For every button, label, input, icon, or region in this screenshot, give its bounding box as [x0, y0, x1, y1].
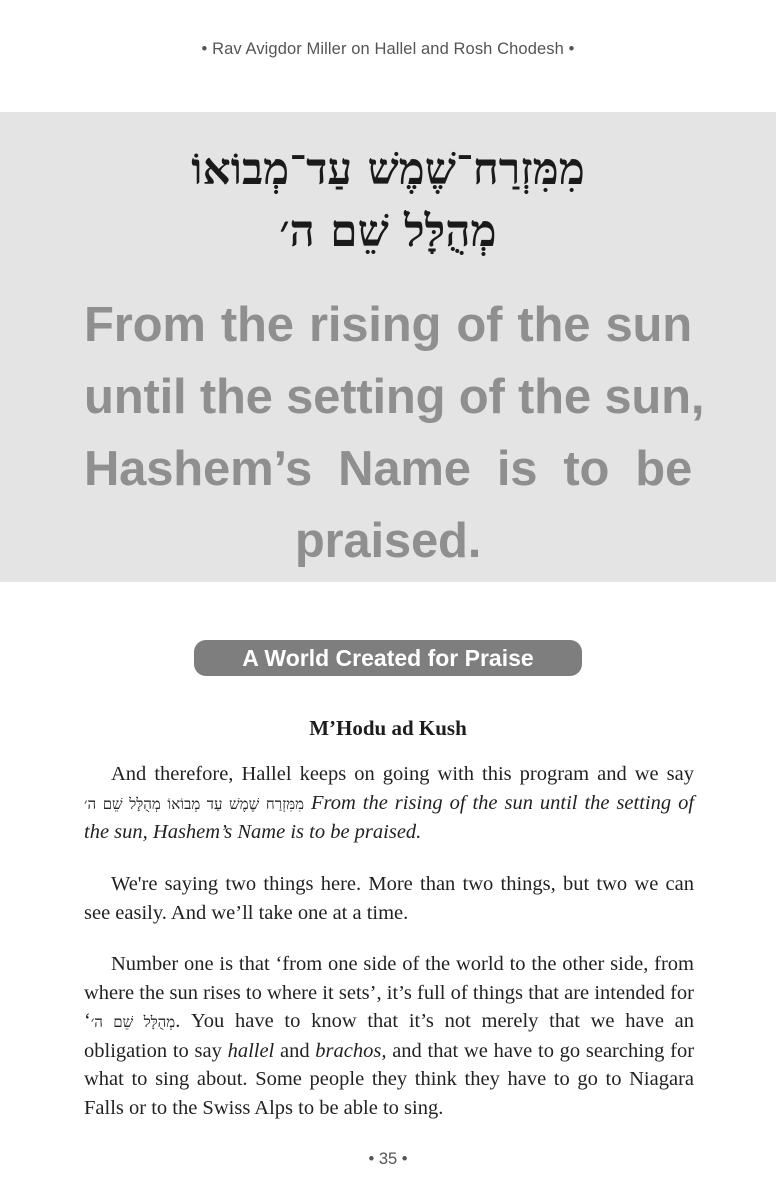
paragraph-3-emphasis-brachos: brachos, [315, 1039, 387, 1062]
paragraph-1 [84, 760, 694, 847]
subheading: M’Hodu ad Kush [309, 716, 467, 740]
paragraph-1-text: And therefore, Hallel keeps on going with this program and we say [111, 763, 694, 785]
english-verse-line: until the setting of the sun, [84, 370, 705, 424]
paragraph-3-text-c: and [279, 1039, 310, 1062]
english-verse-line: Hashem’s Name is to be [84, 442, 692, 496]
running-header: • Rav Avigdor Miller on Hallel and Rosh Chodesh • [201, 40, 575, 58]
paragraph-3 [84, 950, 694, 1122]
section-title-pill: A World Created for Praise [194, 640, 582, 676]
paragraph-2 [84, 870, 694, 927]
paragraph-3-text-b: . You have to know that it’s not merely that we have an obligation to say [84, 1010, 694, 1062]
paragraph-3-emphasis-hallel: hallel [227, 1039, 275, 1062]
hebrew-inline-quote: מִמִּזְרַח שֶׁמֶשׁ עַד מְבוֹאוֹ מְהֻלָּל שֵׁם ה׳ [84, 794, 305, 813]
paragraph-3-text-a: Number one is that ‘from one side of the world to the other side, from where the sun rises to where it sets’, it’s full of things that are intended for ‘ [84, 953, 694, 1032]
page-number: • 35 • [368, 1150, 408, 1168]
paragraph-1-translation: From the rising of the sun until the setting of the sun, Hashem’s Name is to be praised. [84, 791, 695, 843]
hebrew-inline-quote: מְהֻלָּל שֵׁם ה׳ [90, 1013, 176, 1031]
paragraph-3-text-d: and that we have to go searching for what to sing about. Some people they think they have to go to Niagara Falls or to the Swiss Alps to be able to sing. [84, 1039, 695, 1119]
english-verse-translation [84, 289, 705, 577]
english-verse-line: From the rising of the sun [84, 298, 692, 352]
english-verse-line: praised. [294, 514, 482, 568]
hero-banner [0, 112, 776, 582]
paragraph-2-text: We're saying two things here. More than two things, but two we can see easily. And we’ll take one at a time. [84, 873, 694, 924]
hebrew-verse-line-1: מִמִּזְרַח־שֶׁמֶשׁ עַד־מְבוֹאוֹ [191, 144, 585, 195]
hebrew-verse-line-2: מְהֻלָּל שֵׁם ה׳ [279, 206, 497, 257]
